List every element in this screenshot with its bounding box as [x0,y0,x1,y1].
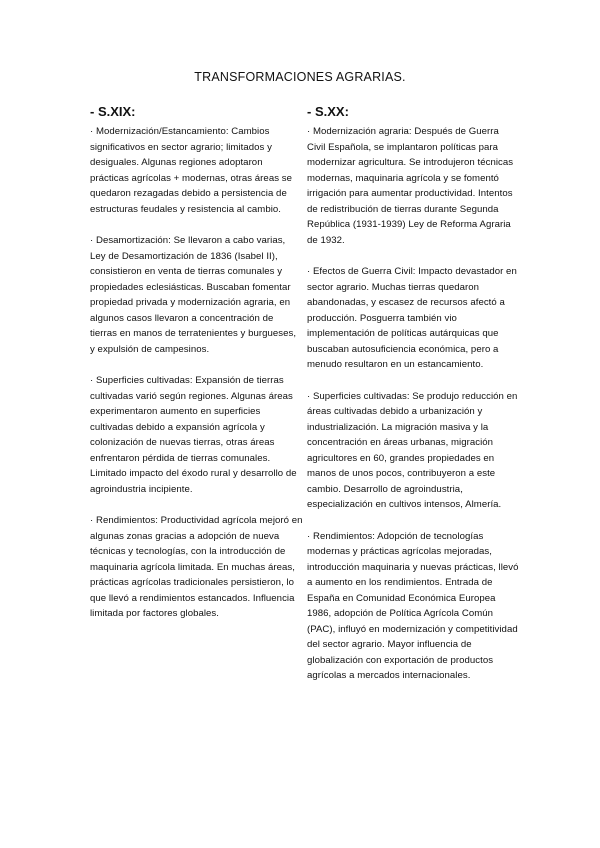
paragraph-superficies-cultivadas-xx: · Superficies cultivadas: Se produjo reducción en áreas cultivadas debido a urbanización y industrialización. La migración masiva y la concentración en áreas urbanas, migración agricultores en 60, grandes propiedades en manos de unos pocos, contribuyeron a este cambio. Desarrollo de agroindustria, especialización en cultivos intensos, Almería. [307,390,518,510]
paragraph-modernizacion-estancamiento: · Modernización/Estancamiento: Cambios significativos en sector agrario; limitados y desiguales. Algunas regiones adoptaron prácticas agrícolas + modernas, otras áreas se quedaron rezagadas debido a persistencia de estructuras feudales y resistencia al cambio. [90,126,292,215]
paragraph-rendimientos-xx: · Rendimientos: Adopción de tecnologías modernas y prácticas agrícolas mejoradas, introducción maquinaria y nuevas prácticas, llevó a aumento en los rendimientos. Entrada de España en Comunidad Económica Europea 1986, adopción de Política Agrícola Común (PAC), influyó en modernización y competitividad del sector agrario. Mayor influencia de globalización con exportación de productos agrícolas a mercados internacionales. [307,530,519,681]
column-s-xx [307,104,520,700]
section-heading-s-xx: - S.XX: [307,104,349,119]
paragraph-rendimientos-xix: · Rendimientos: Productividad agrícola mejoró en algunas zonas gracias a adopción de nueva técnicas y tecnologías, con la introducción de maquinaria agrícola limitada. En muchas áreas, prácticas agrícolas tradicionales persistieron, lo que llevó a rendimientos estancados. Influencia limitada por factores globales. [90,515,303,619]
page-title: TRANSFORMACIONES AGRARIAS. [194,70,406,84]
paragraph-desamortizacion: · Desamortización: Se llevaron a cabo varias, Ley de Desamortización de 1836 (Isabel II), consistieron en venta de tierras comunales y propiedades eclesiásticas. Buscaban fomentar propiedad privada y modernización agraria, en algunos casos llevaron a concentración de tierras en manos de terratenientes y burgueses, y expulsión de campesinos. [90,235,297,355]
paragraph-modernizacion-agraria: · Modernización agraria: Después de Guerra Civil Española, se implantaron políticas para modernizar agricultura. Se introdujeron técnicas modernas, maquinaria agrícola y se fomentó irrigación para aumentar productividad. Intentos de redistribución de tierras durante Segunda República (1931-1939) Ley de Reforma Agraria de 1932. [307,126,514,246]
paragraph-superficies-cultivadas-xix: · Superficies cultivadas: Expansión de tierras cultivadas varió según regiones. Algunas áreas experimentaron aumento en superficies cultivadas debido a expansión agrícola y colonización de nuevas tierras, otras áreas enfrentaron pérdida de tierras comunales. Limitado impacto del éxodo rural y desarrollo de agroindustria incipiente. [90,375,297,495]
column-s-xix [90,104,303,638]
paragraph-efectos-guerra-civil: · Efectos de Guerra Civil: Impacto devastador en sector agrario. Muchas tierras quedaron abandonadas, y escasez de recursos afectó a producción. Posguerra también vio implementación de políticas autárquicas que buscaban autosuficiencia económica, pero a menudo resultaron en un estancamiento. [307,266,517,370]
section-heading-s-xix: - S.XIX: [90,104,136,119]
